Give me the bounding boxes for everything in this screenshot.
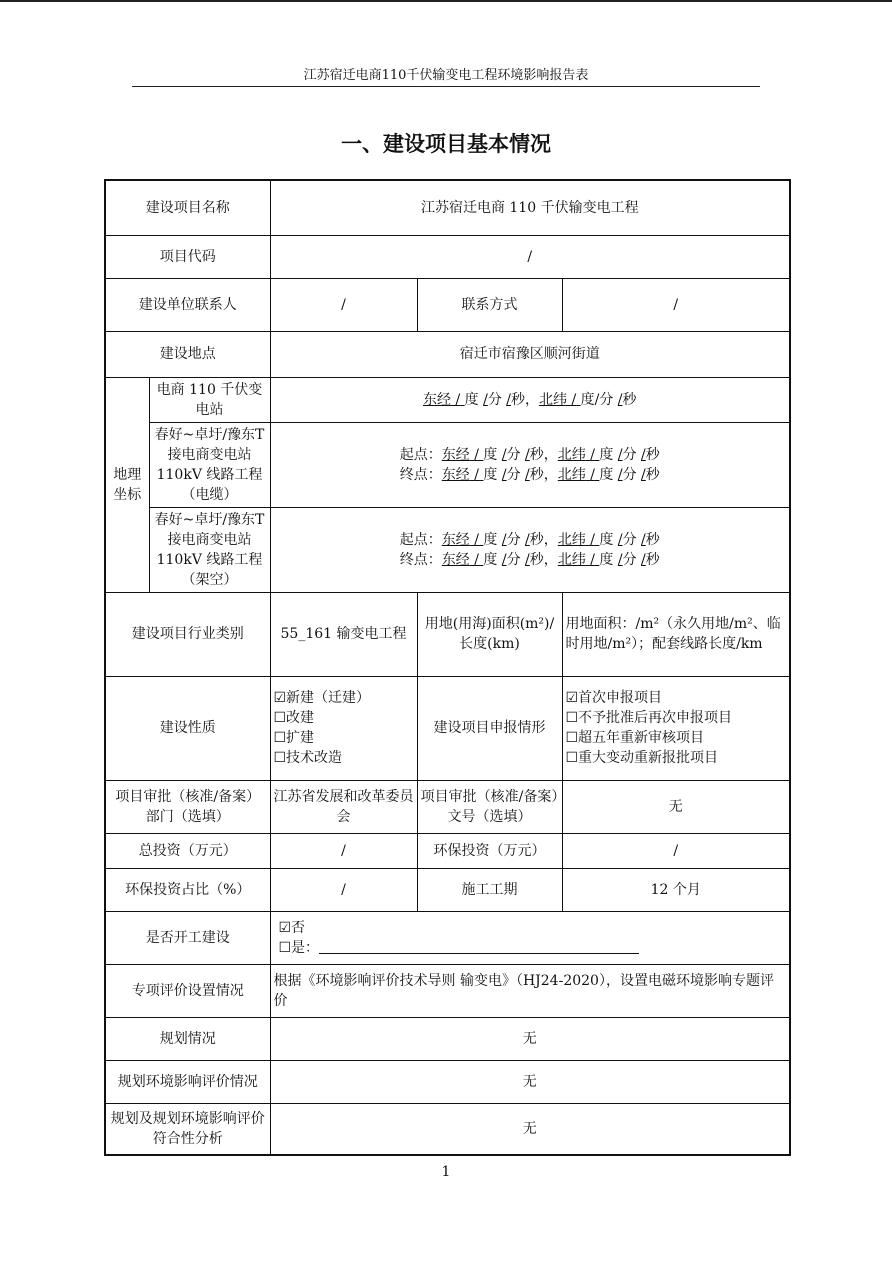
- coord-cable-label: 春好~卓圩/豫东T 接电商变电站110kV 线路工程（电缆）: [149, 422, 270, 507]
- row-started: [105, 911, 790, 964]
- nature-label: 建设性质: [105, 676, 270, 780]
- row-investment: [105, 833, 790, 868]
- row-planning-fit: [105, 1103, 790, 1155]
- row-approval: [105, 780, 790, 833]
- env-investment-value: /: [562, 833, 790, 868]
- coord-substation-label: 电商 110 千伏变电站: [149, 377, 270, 422]
- contact-method-label: 联系方式: [417, 278, 562, 331]
- industry-label: 建设项目行业类别: [105, 592, 270, 676]
- coord-overhead-label: 春好~卓圩/豫东T 接电商变电站110kV 线路工程（架空）: [149, 507, 270, 592]
- row-ratio: [105, 868, 790, 911]
- env-investment-label: 环保投资（万元）: [417, 833, 562, 868]
- row-project-name: [105, 180, 790, 235]
- approval-doc-value: 无: [562, 780, 790, 833]
- declare-option-resubmit[interactable]: ☐不予批准后再次申报项目: [565, 710, 733, 726]
- row-special-eval: [105, 964, 790, 1017]
- row-coord-overhead: [105, 507, 790, 592]
- row-industry: [105, 592, 790, 676]
- env-ratio-value: /: [270, 868, 417, 911]
- started-option-no[interactable]: ☑否: [278, 919, 306, 936]
- row-coord-substation: [105, 377, 790, 422]
- area-value: 用地面积：/m²（永久用地/m²、临时用地/m²）；配套线路长度/km: [562, 592, 790, 676]
- row-contact: [105, 278, 790, 331]
- env-ratio-label: 环保投资占比（%）: [105, 868, 270, 911]
- started-option-yes[interactable]: ☐是：: [279, 938, 787, 958]
- row-planning: [105, 1017, 790, 1060]
- nature-option-new[interactable]: ☑新建（迁建）: [273, 690, 371, 706]
- row-planning-eia: [105, 1060, 790, 1103]
- nature-options: [270, 676, 417, 780]
- row-location: [105, 331, 790, 377]
- project-name-label: 建设项目名称: [105, 180, 270, 235]
- project-code-value: /: [270, 235, 790, 278]
- planning-value: 无: [270, 1017, 790, 1060]
- declare-options: [562, 676, 790, 780]
- nature-option-tech[interactable]: ☐技术改造: [273, 750, 343, 766]
- area-label: 用地(用海)面积(m²)/长度(km): [417, 592, 562, 676]
- planning-label: 规划情况: [105, 1017, 270, 1060]
- row-nature: [105, 676, 790, 780]
- declare-option-five-year[interactable]: ☐超五年重新审核项目: [565, 730, 705, 746]
- page-number: 1: [441, 1164, 451, 1180]
- total-investment-value: /: [270, 833, 417, 868]
- declare-label: 建设项目申报情形: [417, 676, 562, 780]
- running-header: 江苏宿迁电商110千伏输变电工程环境影响报告表: [132, 64, 760, 87]
- planning-eia-value: 无: [270, 1060, 790, 1103]
- started-yes-blank[interactable]: [319, 939, 639, 954]
- basic-info-table: [104, 179, 791, 1156]
- declare-option-first[interactable]: ☑首次申报项目: [565, 690, 663, 706]
- project-name-value: 江苏宿迁电商 110 千伏输变电工程: [270, 180, 790, 235]
- contact-method-value: /: [562, 278, 790, 331]
- project-code-label: 项目代码: [105, 235, 270, 278]
- section-title: 一、建设项目基本情况: [341, 132, 551, 156]
- special-eval-value: 根据《环境影响评价技术导则 输变电》（HJ24-2020），设置电磁环境影响专题评价: [270, 964, 790, 1017]
- construction-period-label: 施工工期: [417, 868, 562, 911]
- top-border-line: [0, 0, 892, 2]
- approval-dept-value: 江苏省发展和改革委员会: [270, 780, 417, 833]
- declare-option-major-change[interactable]: ☐重大变动重新报批项目: [565, 750, 719, 766]
- coord-overhead-end: 终点：东经 / 度 /分 /秒，北纬 / 度 /分 /秒: [399, 551, 660, 568]
- row-coord-cable: [105, 422, 790, 507]
- coord-cable-value: [270, 422, 790, 507]
- coord-overhead-value: [270, 507, 790, 592]
- contact-value: /: [270, 278, 417, 331]
- started-options: [270, 911, 790, 964]
- row-project-code: [105, 235, 790, 278]
- planning-eia-label: 规划环境影响评价情况: [105, 1060, 270, 1103]
- coords-group-label: 地理坐标: [105, 377, 149, 592]
- planning-fit-label: 规划及规划环境影响评价符合性分析: [105, 1103, 270, 1155]
- coord-cable-start: 起点：东经 / 度 /分 /秒，北纬 / 度 /分 /秒: [399, 446, 660, 463]
- planning-fit-value: 无: [270, 1103, 790, 1155]
- industry-value: 55_161 输变电工程: [270, 592, 417, 676]
- coord-cable-end: 终点：东经 / 度 /分 /秒，北纬 / 度 /分 /秒: [399, 466, 660, 483]
- special-eval-label: 专项评价设置情况: [105, 964, 270, 1017]
- total-investment-label: 总投资（万元）: [105, 833, 270, 868]
- contact-label: 建设单位联系人: [105, 278, 270, 331]
- coord-substation-value: 东经 / 度 /分 /秒，北纬 / 度/分 /秒: [270, 377, 790, 422]
- coord-overhead-start: 起点：东经 / 度 /分 /秒，北纬 / 度 /分 /秒: [399, 531, 660, 548]
- construction-period-value: 12 个月: [562, 868, 790, 911]
- location-label: 建设地点: [105, 331, 270, 377]
- nature-option-expand[interactable]: ☐扩建: [273, 730, 315, 746]
- location-value: 宿迁市宿豫区顺河街道: [270, 331, 790, 377]
- approval-dept-label: 项目审批（核准/备案）部门（选填）: [105, 780, 270, 833]
- approval-doc-label: 项目审批（核准/备案）文号（选填）: [417, 780, 562, 833]
- started-label: 是否开工建设: [105, 911, 270, 964]
- nature-option-rebuild[interactable]: ☐改建: [273, 710, 315, 726]
